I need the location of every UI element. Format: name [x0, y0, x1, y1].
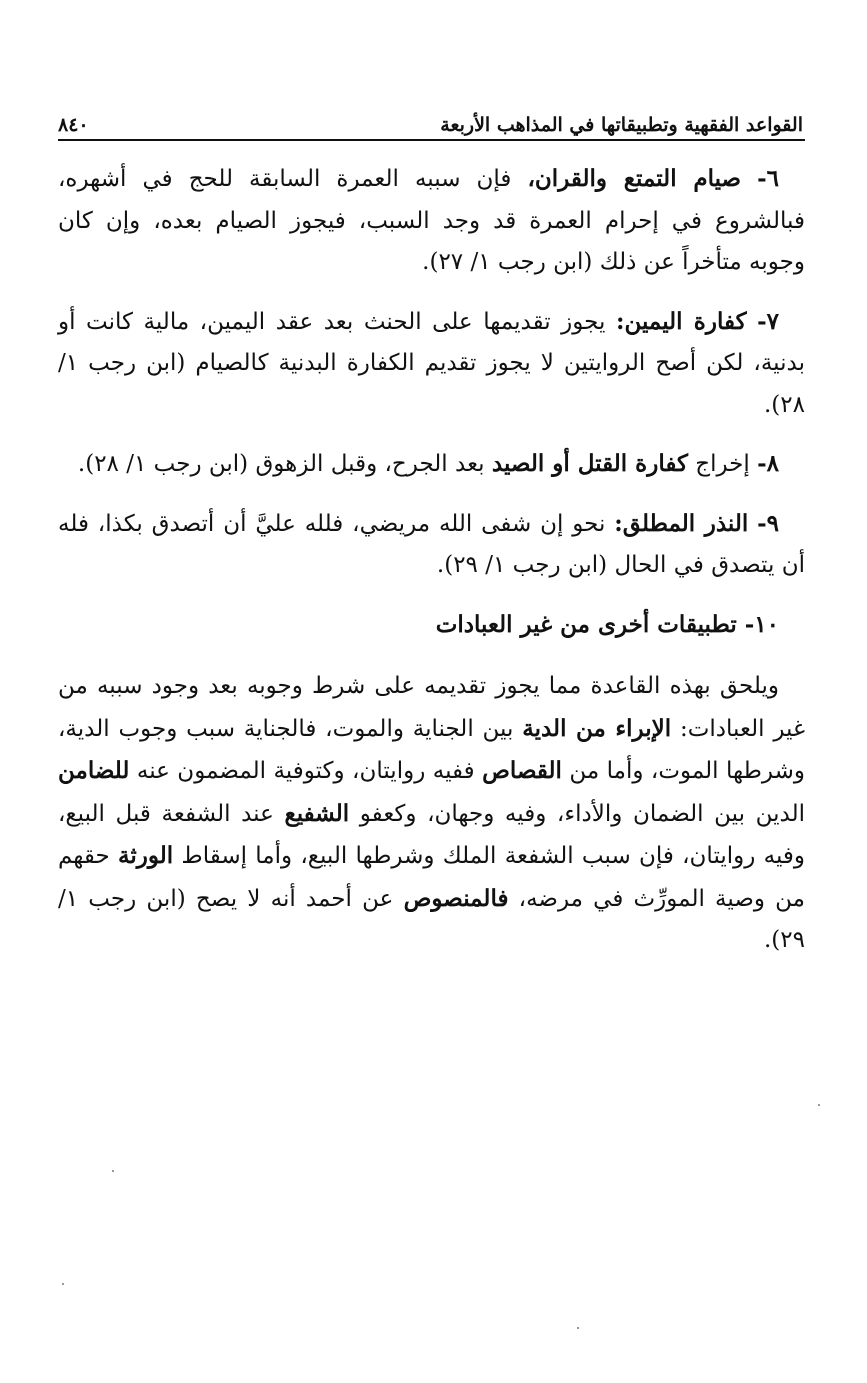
text-segment: بين الجناية والموت، فالجناية سبب وجوب الدية، وشرطها الموت، وأما من — [58, 715, 806, 784]
item-heading: النذر المطلق: — [614, 509, 749, 537]
page-body — [58, 158, 805, 979]
section-heading: ١٠- تطبيقات أخرى من غير العبادات — [435, 610, 779, 638]
bold-term: الشفيع — [284, 799, 350, 827]
page-header — [58, 104, 803, 136]
scan-speck — [62, 1283, 64, 1285]
item-number: ٨- — [757, 450, 779, 477]
bold-term: الورثة — [118, 842, 174, 869]
paragraph-item-7 — [58, 301, 805, 427]
item-number: ٦- — [757, 165, 780, 192]
page-number: ٨٤٠ — [58, 114, 89, 136]
paragraph-item-6 — [58, 158, 805, 284]
paragraph-other-applications — [58, 666, 805, 962]
bold-term: القصاص — [482, 757, 562, 784]
item-lead-text: إخراج — [695, 451, 750, 477]
running-title: القواعد الفقهية وتطبيقاتها في المذاهب الأربعة — [440, 114, 803, 136]
text-segment: ففيه روايتان، وكتوفية المضمون عنه — [136, 758, 475, 784]
item-heading: كفارة القتل أو الصيد — [491, 450, 688, 477]
bold-term: للضامن — [58, 757, 130, 784]
scan-speck — [112, 1170, 114, 1172]
text-segment: عند الشفعة قبل البيع، وفيه روايتان، فإن سبب الشفعة الملك وشرطها البيع، وأما إسقاط — [58, 800, 806, 869]
item-text: نحو إن شفى الله مريضي، فلله عليَّ أن أتصدق بكذا، فله أن يتصدق في الحال (ابن رجب ١/ ٢٩). — [58, 510, 805, 578]
item-heading: كفارة اليمين: — [615, 307, 747, 335]
item-number: ٩- — [757, 509, 780, 537]
item-heading: صيام التمتع والقران، — [527, 165, 742, 192]
paragraph-item-8 — [58, 443, 805, 486]
item-text: فإن سببه العمرة السابقة للحج في أشهره، فبالشروع في إحرام العمرة قد وجد السبب، فيجوز الصيام بعده، وإن كان وجوبه متأخراً عن ذلك (ابن رجب ١/ ٢٧). — [58, 166, 805, 275]
scan-speck — [577, 1327, 579, 1329]
bold-term: فالمنصوص — [403, 884, 509, 912]
text-segment: ويلحق بهذه القاعدة مما يجوز تقديمه على شرط وجوبه بعد وجود سببه من غير العبادات: — [58, 673, 805, 742]
bold-term: الإبراء من الدية — [522, 714, 672, 742]
scan-speck — [818, 1104, 820, 1106]
paragraph-item-9 — [58, 503, 805, 587]
item-text: يجوز تقديمها على الحنث بعد عقد اليمين، مالية كانت أو بدنية، لكن أصح الروايتين لا يجوز تقديم الكفارة البدنية كالصيام (ابن رجب ١/ ٢٨). — [58, 308, 805, 418]
header-rule — [58, 139, 805, 141]
item-text: بعد الجرح، وقبل الزهوق (ابن رجب ١/ ٢٨). — [77, 451, 485, 477]
text-segment: الدين بين الضمان والأداء، وفيه وجهان، وكعفو — [359, 800, 805, 827]
text-segment: عن أحمد أنه لا يصح (ابن رجب ١/ ٢٩). — [58, 885, 805, 953]
item-number: ٧- — [757, 307, 779, 335]
text-segment: حقهم من وصية المورِّث في مرضه، — [58, 843, 805, 912]
